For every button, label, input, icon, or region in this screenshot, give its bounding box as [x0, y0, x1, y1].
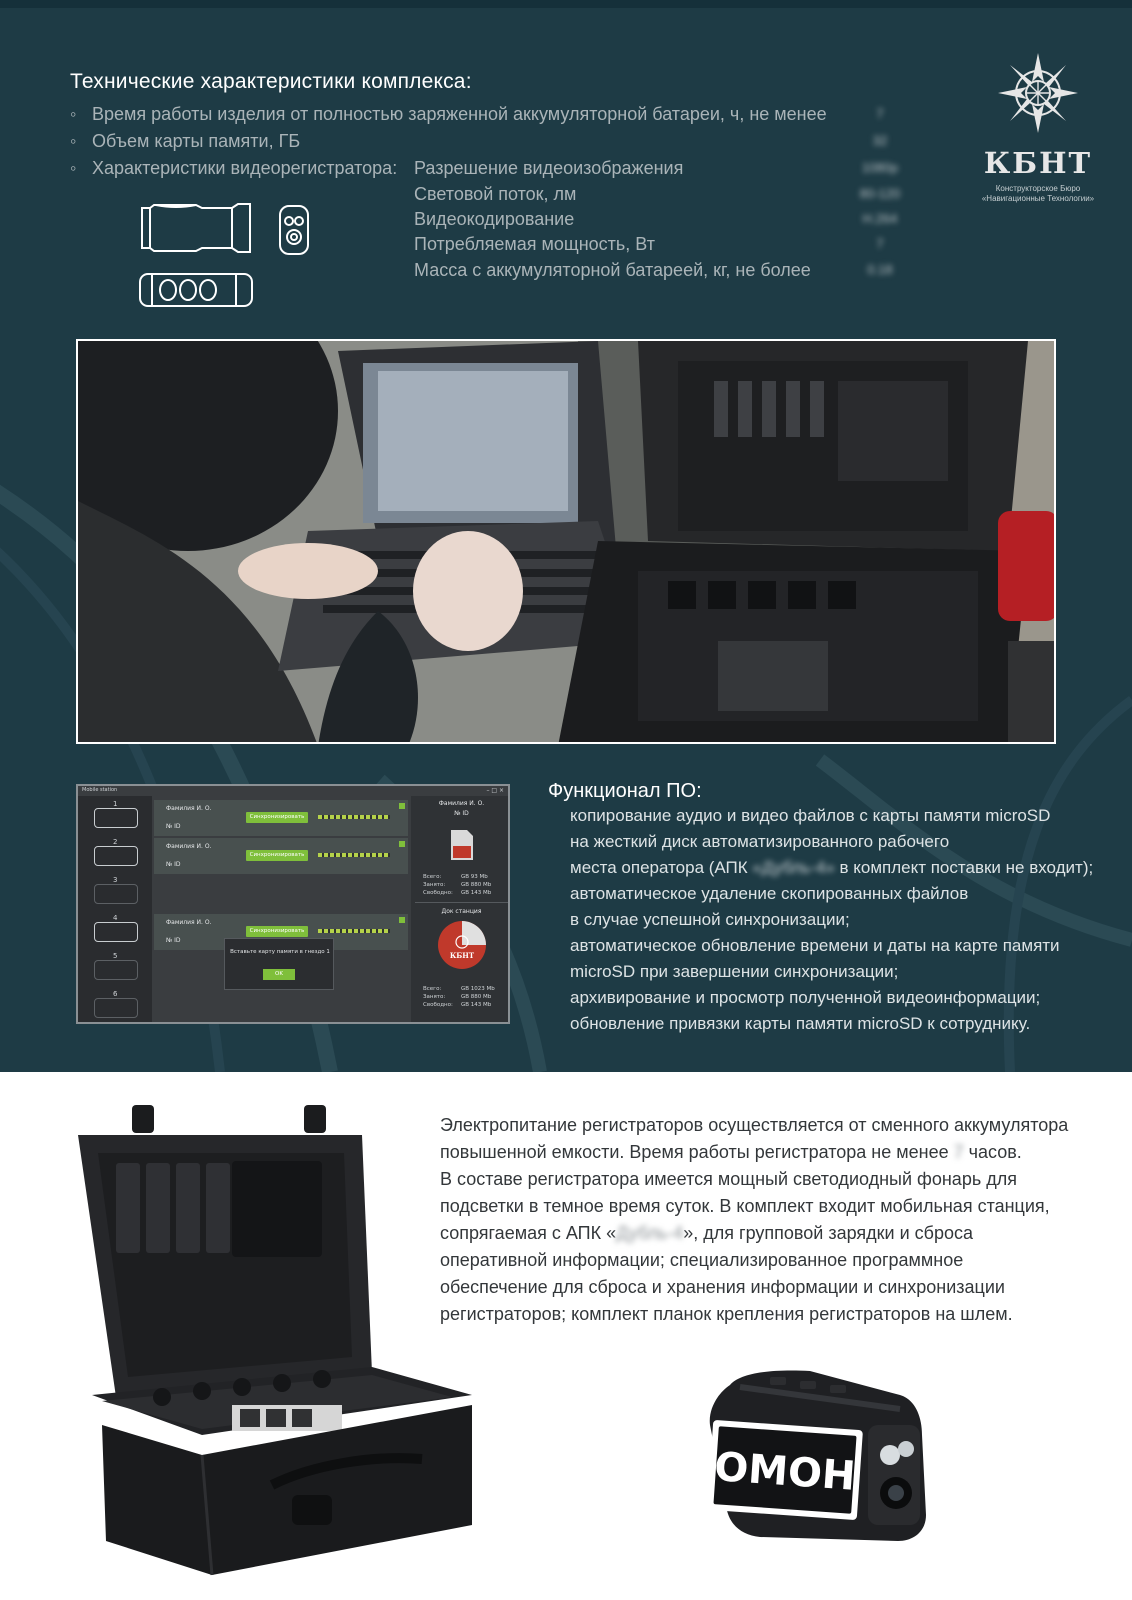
card-slot[interactable]: 1: [94, 808, 138, 828]
spec-value: 80-120: [859, 186, 901, 201]
sync-button[interactable]: Синхронизировать: [246, 926, 308, 937]
spec-value: 7: [876, 106, 884, 121]
ok-button[interactable]: OK: [263, 969, 295, 980]
description-line: обеспечение для сброса и хранения информации и синхронизации: [440, 1277, 1005, 1297]
info-panel: [411, 796, 510, 1024]
spec-value: H.264: [862, 211, 898, 226]
description-line: Электропитание регистраторов осуществляется от сменного аккумулятора: [440, 1115, 1069, 1135]
card-slot[interactable]: 3: [94, 884, 138, 904]
recorder-spec-resolution: Разрешение видеоизображения: [414, 158, 684, 178]
spec-value: 32: [872, 133, 888, 148]
recorder-spec-power: Потребляемая мощность, Вт: [414, 234, 655, 254]
dock-title: Док станция: [441, 908, 482, 915]
spec-recorder: [70, 158, 397, 179]
bullet: ◦: [70, 158, 77, 178]
spec-battery-time: [70, 104, 827, 125]
spec-memory: [70, 131, 300, 152]
software-window: [76, 784, 510, 1024]
sync-row: [154, 838, 408, 874]
description-line: оперативной информации; специализированное программное: [440, 1250, 964, 1270]
spec-value: 0.18: [867, 262, 893, 277]
recorder-side-icon: [136, 200, 256, 256]
dock-stat: Свободно: GB 143 Mb: [423, 1002, 492, 1008]
memory-card-icon: [449, 828, 475, 862]
sync-button[interactable]: Синхронизировать: [246, 850, 308, 861]
card-slot[interactable]: 6: [94, 998, 138, 1018]
employee-id: № ID: [166, 823, 181, 830]
sync-progress: [318, 929, 390, 933]
function-item: копирование аудио и видео файлов с карты памяти microSD: [570, 806, 1051, 825]
mobile-station-case-image: [72, 1105, 482, 1580]
function-item: в случае успешной синхронизации;: [570, 910, 850, 929]
function-item: места оператора (АПК «Дубль-4» в комплект поставки не входит);: [570, 858, 1094, 877]
slot-panel: [78, 796, 152, 1024]
recorder-spec-codec: Видеокодирование: [414, 209, 575, 229]
function-item: обновление привязки карты памяти microSD к сотруднику.: [570, 1014, 1031, 1033]
checkbox[interactable]: [399, 803, 405, 809]
sync-progress: [318, 815, 390, 819]
card-owner-id: № ID: [454, 810, 469, 817]
body-camera-image: [700, 1365, 940, 1545]
function-item: архивирование и просмотр полученной видеоинформации;: [570, 988, 1041, 1007]
function-item: автоматическое обновление времени и даты на карте памяти: [570, 936, 1060, 955]
specs-title: Технические характеристики комплекса:: [70, 70, 472, 93]
spec-label: Время работы изделия от полностью заряженной аккумуляторной батареи, ч, не менее: [92, 104, 827, 124]
recorder-front-icon: [278, 204, 310, 256]
bullet: ◦: [70, 104, 77, 124]
description-line: В составе регистратора имеется мощный светодиодный фонарь для: [440, 1169, 1017, 1189]
spec-value: 1080p: [861, 160, 899, 175]
card-stat: Свободно: GB 143 Mb: [423, 890, 492, 896]
recorder-spec-mass: Масса с аккумуляторной батареей, кг, не более: [414, 260, 811, 280]
card-stat: Всего: GB 93 Mb: [423, 874, 488, 880]
card-slot[interactable]: 2: [94, 846, 138, 866]
description-line: подсветки в темное время суток. В комплект входит мобильная станция,: [440, 1196, 1050, 1216]
dock-stat: Занято: GB 880 Mb: [423, 994, 492, 1000]
checkbox[interactable]: [399, 917, 405, 923]
dock-logo: [437, 920, 487, 970]
description-line: регистраторов; комплект планок крепления регистраторов на шлем.: [440, 1304, 1013, 1324]
omon-label: ОМОН: [712, 1444, 857, 1500]
recorder-spec-luminous: Световой поток, лм: [414, 184, 577, 204]
sync-row: [154, 800, 408, 836]
sync-progress: [318, 853, 390, 857]
checkbox[interactable]: [399, 841, 405, 847]
card-slot[interactable]: 4: [94, 922, 138, 942]
card-stat: Занято: GB 880 Mb: [423, 882, 492, 888]
company-logo: [973, 52, 1103, 212]
dialog-text: Вставьте карту памяти в гнездо 1: [230, 949, 330, 955]
spec-label: Характеристики видеорегистратора:: [92, 158, 398, 178]
employee-name: Фамилия И. О.: [166, 805, 212, 812]
compass-rose-icon: [997, 52, 1079, 134]
function-item: на жесткий диск автоматизированного рабочего: [570, 832, 950, 851]
card-slot[interactable]: 5: [94, 960, 138, 980]
window-title: Mobile station: [82, 787, 118, 793]
logo-subtitle: Конструкторское Бюро «Навигационные Технологии»: [981, 184, 1095, 203]
operator-photo: [76, 339, 1056, 744]
logo-name: КБНТ: [983, 146, 1093, 180]
window-controls[interactable]: – □ ×: [486, 787, 504, 794]
function-item: автоматическое удаление скопированных файлов: [570, 884, 969, 903]
functions-title: Функционал ПО:: [548, 780, 702, 802]
sync-button[interactable]: Синхронизировать: [246, 812, 308, 823]
bullet: ◦: [70, 131, 77, 151]
divider: [415, 902, 508, 903]
employee-name: Фамилия И. О.: [166, 843, 212, 850]
spec-value: 7: [876, 236, 884, 251]
recorder-top-icon: [136, 270, 256, 310]
description-line: сопрягаемая с АПК «Дубль-4», для групповой зарядки и сброса: [440, 1223, 974, 1243]
function-item: microSD при завершении синхронизации;: [570, 962, 899, 981]
employee-id: № ID: [166, 861, 181, 868]
spec-label: Объем карты памяти, ГБ: [92, 131, 301, 151]
svg-text:КБНТ: КБНТ: [449, 951, 475, 960]
card-owner-name: Фамилия И. О.: [438, 800, 485, 807]
description-line: повышенной емкости. Время работы регистратора не менее 7 часов.: [440, 1142, 1022, 1162]
dock-stat: Всего: GB 1023 Mb: [423, 986, 495, 992]
insert-card-dialog: [224, 938, 334, 990]
employee-id: № ID: [166, 937, 181, 944]
employee-name: Фамилия И. О.: [166, 919, 212, 926]
